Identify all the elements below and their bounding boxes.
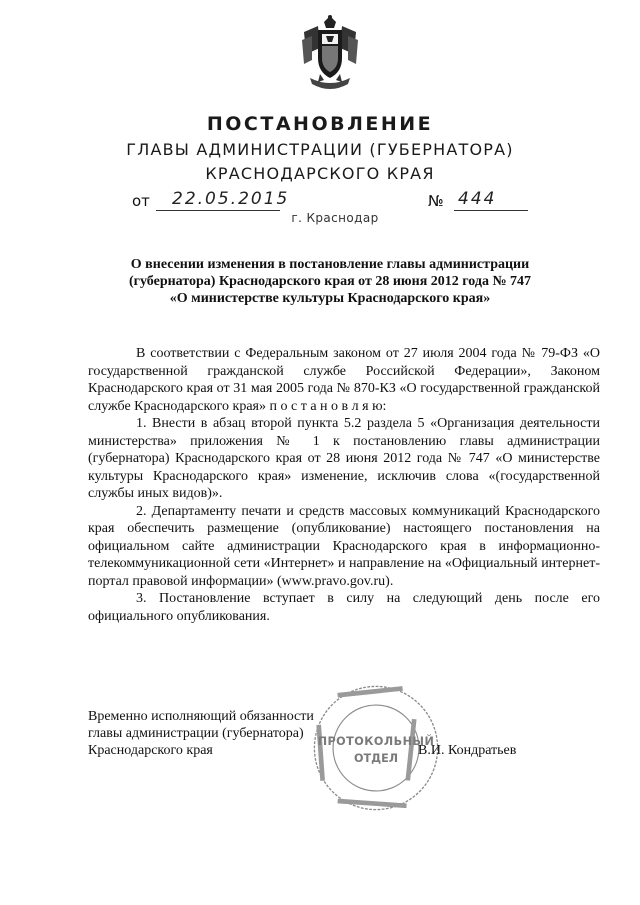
signatory-position-line: главы администрации (губернатора) [88, 726, 304, 741]
clause-paragraph-1: 1. Внести в абзац второй пункта 5.2 раздела 5 «Организация деятельности министерства» приложения № 1 к постановлению главы администрации (губернатора) Краснодарского края от 28 июня 2012 года № 747 «О министерстве культуры Краснодарского края» изменение, исключив слова «(государственной службы иных видов)». [88, 416, 600, 501]
document-body [88, 345, 600, 625]
signatory-name: В.И. Кондратьев [418, 743, 517, 758]
city-label: г. Краснодар [291, 211, 379, 225]
subject-line: «О министерстве культуры Краснодарского края» [169, 291, 491, 306]
signatory-position [88, 708, 314, 759]
number-field [428, 189, 530, 213]
clause-paragraph-2: 2. Департаменту печати и средств массовых коммуникаций Краснодарского края обеспечить размещение (опубликование) настоящего постановления на официальном сайте администрации Краснодарского края в информационно-телекоммуникационной сети «Интернет» и направление на «Официальный интернет-портал правовой информации» (www.pravo.gov.ru). [88, 503, 600, 589]
stamp-center-line2: ОТДЕЛ [353, 752, 399, 765]
date-prefix: от [132, 192, 150, 210]
document-type-heading: ПОСТАНОВЛЕНИЕ [206, 113, 434, 135]
subject-line: (губернатора) Краснодарского края от 28 июня 2012 года № 747 [128, 274, 532, 289]
document-subject [100, 256, 560, 307]
stamp-center-line1: ПРОТОКОЛЬНЫЙ [317, 735, 435, 749]
preamble-paragraph: В соответствии с Федеральным законом от 27 июля 2004 года № 79-ФЗ «О государственной гражданской службе Российской Федерации», Законом Краснодарского края от 31 мая 2005 года № 870-КЗ «О государственной гражданской службе Краснодарского края» п о с т а н о в л я ю: [88, 346, 600, 414]
coat-of-arms-emblem [300, 14, 360, 94]
date-field [132, 189, 290, 213]
clause-paragraph-3: 3. Постановление вступает в силу на следующий день после его официального опубликования. [88, 591, 600, 624]
signatory-position-line: Краснодарского края [88, 743, 213, 758]
number-value: 444 [458, 189, 497, 209]
number-prefix: № [428, 192, 444, 210]
date-value: 22.05.2015 [172, 189, 290, 209]
subject-line: О внесении изменения в постановление главы администрации [130, 257, 530, 272]
signatory-position-line: Временно исполняющий обязанности [88, 709, 314, 724]
issuer-heading-line2: КРАСНОДАРСКОГО КРАЯ [205, 164, 435, 183]
issuer-heading-line1: ГЛАВЫ АДМИНИСТРАЦИИ (ГУБЕРНАТОРА) [126, 140, 514, 159]
